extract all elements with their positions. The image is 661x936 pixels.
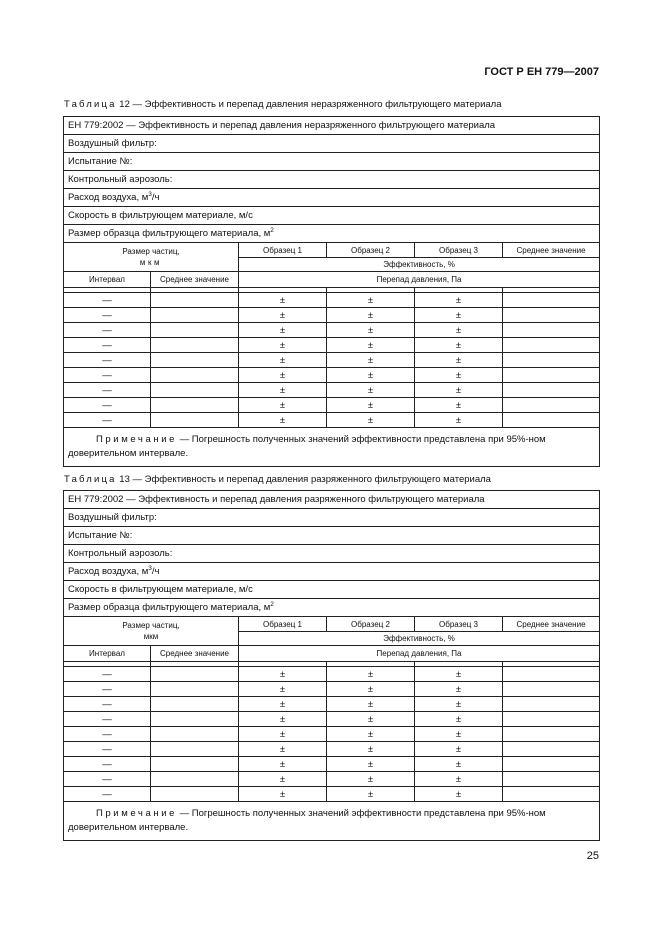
aerosol-row: Контрольный аэрозоль:: [64, 545, 600, 563]
table-13: [63, 490, 600, 841]
table-row: — ± ± ±: [64, 383, 600, 398]
interval-header: Интервал: [64, 272, 151, 288]
table-row: — ± ± ±: [64, 682, 600, 697]
pressure-drop-header: Перепад давления, Па: [239, 272, 600, 288]
sample-1-header: Образец 1: [239, 617, 327, 632]
caption-word: Таблица: [64, 474, 117, 485]
table-12-caption: [64, 99, 502, 110]
sample-size-row: Размер образца фильтрующего материала, $м^2$: [64, 599, 600, 617]
mean-value-header: Среднее значение: [151, 272, 239, 288]
efficiency-header: Эффективность, %: [239, 632, 600, 646]
table-title-row: ЕН 779:2002 — Эффективность и перепад давления разряженного фильтрующего материала: [64, 491, 600, 509]
table-row: — ± ± ±: [64, 338, 600, 353]
mean-header: Среднее значение: [503, 243, 600, 258]
velocity-row: Скорость в фильтрующем материале, м/с: [64, 581, 600, 599]
sample-1-header: Образец 1: [239, 243, 327, 258]
sample-3-header: Образец 3: [415, 243, 503, 258]
caption-text: 13 — Эффективность и перепад давления разряженного фильтрующего материала: [119, 474, 491, 485]
table-row: — ± ± ±: [64, 308, 600, 323]
table-row: — ± ± ±: [64, 697, 600, 712]
velocity-row: Скорость в фильтрующем материале, м/с: [64, 207, 600, 225]
sample-3-header: Образец 3: [415, 617, 503, 632]
air-filter-row: Воздушный фильтр:: [64, 509, 600, 527]
table-row: — ± ± ±: [64, 742, 600, 757]
table-row: — ± ± ±: [64, 323, 600, 338]
air-flow-row: Расход воздуха, $м^3/ч$: [64, 563, 600, 581]
mean-value-header: Среднее значение: [151, 646, 239, 662]
table-note: Примечание — Погрешность полученных значений эффективности представлена при 95%-ном доверительном интервале.: [64, 802, 600, 841]
particle-size-header: Размер частиц, мкм: [64, 243, 239, 272]
efficiency-header: Эффективность, %: [239, 258, 600, 272]
table-row: — ± ± ±: [64, 293, 600, 308]
particle-size-header: Размер частиц, мкм: [64, 617, 239, 646]
sample-2-header: Образец 2: [327, 243, 415, 258]
table-row: — ± ± ±: [64, 398, 600, 413]
caption-text: 12 — Эффективность и перепад давления неразряженного фильтрующего материала: [119, 99, 502, 110]
table-row: — ± ± ±: [64, 727, 600, 742]
air-flow-row: Расход воздуха, $м^3/ч$: [64, 189, 600, 207]
air-filter-row: Воздушный фильтр:: [64, 135, 600, 153]
table-note: Примечание — Погрешность полученных значений эффективности представлена при 95%-ном доверительном интервале.: [64, 428, 600, 467]
table-row: — ± ± ±: [64, 368, 600, 383]
caption-word: Таблица: [64, 99, 117, 110]
table-title-row: ЕН 779:2002 — Эффективность и перепад давления неразряженного фильтрующего материала: [64, 117, 600, 135]
sample-2-header: Образец 2: [327, 617, 415, 632]
aerosol-row: Контрольный аэрозоль:: [64, 171, 600, 189]
interval-header: Интервал: [64, 646, 151, 662]
table-13-caption: [64, 474, 491, 485]
test-number-row: Испытание №:: [64, 527, 600, 545]
table-row: — ± ± ±: [64, 772, 600, 787]
sample-size-row: Размер образца фильтрующего материала, $м^2$: [64, 225, 600, 243]
page-number: 25: [586, 850, 599, 862]
pressure-drop-header: Перепад давления, Па: [239, 646, 600, 662]
mean-header: Среднее значение: [503, 617, 600, 632]
table-row: — ± ± ±: [64, 667, 600, 682]
table-row: — ± ± ±: [64, 787, 600, 802]
table-row: — ± ± ±: [64, 353, 600, 368]
table-row: — ± ± ±: [64, 712, 600, 727]
table-row: — ± ± ±: [64, 413, 600, 428]
table-12: [63, 116, 600, 467]
table-row: — ± ± ±: [64, 757, 600, 772]
document-header: ГОСТ Р ЕН 779—2007: [484, 66, 599, 78]
test-number-row: Испытание №:: [64, 153, 600, 171]
